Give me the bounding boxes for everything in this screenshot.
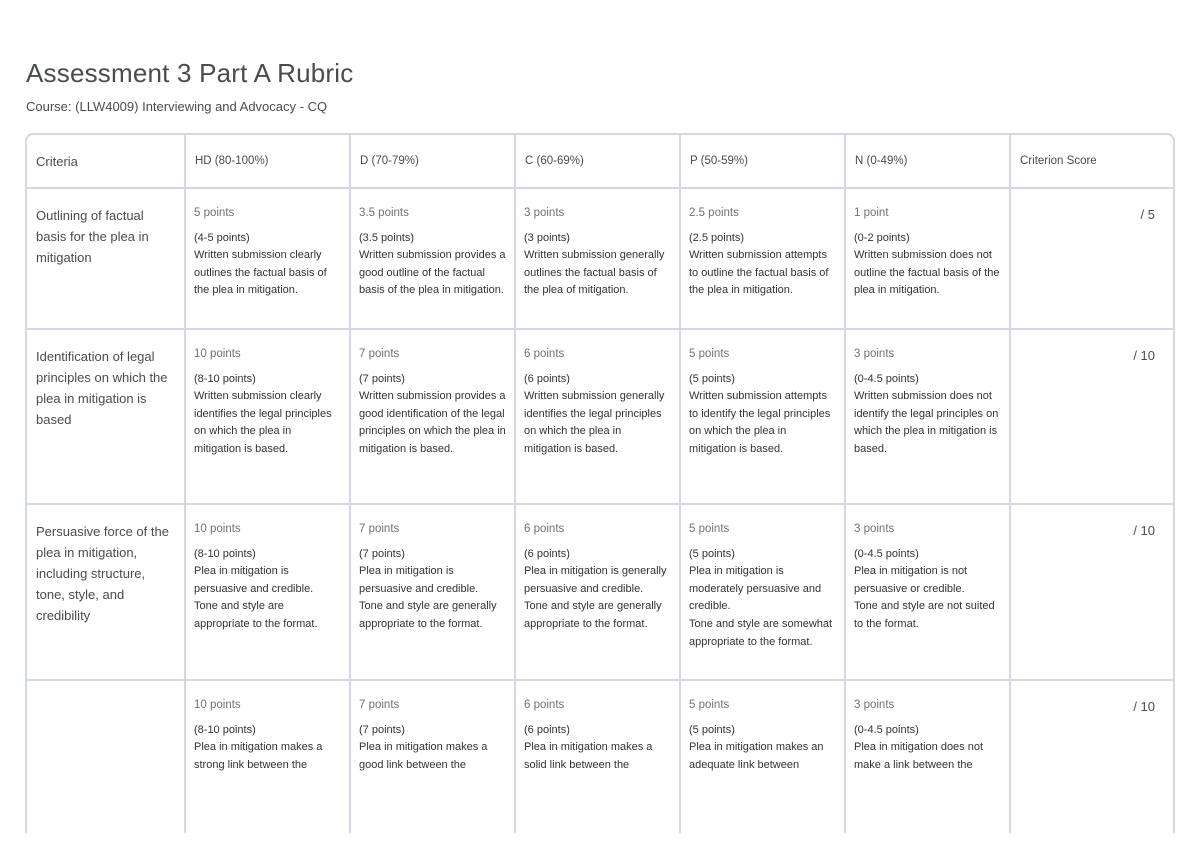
criterion-name [27, 681, 184, 697]
level-points: 3.5 points [359, 207, 409, 219]
criterion-row [27, 504, 1173, 680]
criterion-cell [27, 504, 185, 680]
level-cell-c[interactable] [515, 188, 680, 329]
level-description: (0-2 points) Written submission does not outline the factual basis of the plea in mitigation. [854, 231, 1000, 297]
level-points: 7 points [359, 523, 400, 535]
criterion-score: / 10 [1133, 699, 1155, 714]
level-cell-d[interactable] [350, 188, 515, 329]
header-hd: HD (80-100%) [185, 135, 350, 188]
level-description: (5 points) Written submission attempts to identify the legal principles on which the plea in mitigation is based. [689, 372, 831, 455]
level-points: 6 points [524, 699, 565, 711]
level-cell-c[interactable] [515, 680, 680, 833]
level-description: (0-4.5 points) Plea in mitigation does not make a link between the [854, 723, 984, 771]
level-cell-n[interactable] [845, 329, 1010, 504]
criterion-score: / 5 [1140, 207, 1155, 222]
criterion-row [27, 329, 1173, 504]
header-criteria: Criteria [27, 135, 185, 188]
course-label: Course: (LLW4009) Interviewing and Advocacy - CQ [26, 99, 328, 114]
level-cell-d[interactable] [350, 680, 515, 833]
level-description: (5 points) Plea in mitigation makes an adequate link between [689, 723, 824, 771]
level-points: 6 points [524, 523, 565, 535]
level-cell-n[interactable] [845, 188, 1010, 329]
level-points: 10 points [194, 348, 241, 360]
criterion-score-cell [1010, 504, 1173, 680]
level-cell-d[interactable] [350, 329, 515, 504]
header-criterion-score: Criterion Score [1010, 135, 1173, 188]
criterion-score-cell [1010, 188, 1173, 329]
header-n: N (0-49%) [845, 135, 1010, 188]
level-points: 3 points [854, 523, 895, 535]
level-description: (6 points) Written submission generally identifies the legal principles on which the plea in mitigation is based. [524, 372, 665, 455]
level-description: (4-5 points) Written submission clearly outlines the factual basis of the plea in mitigation. [194, 231, 327, 297]
criterion-score: / 10 [1133, 348, 1155, 363]
level-cell-hd[interactable] [185, 188, 350, 329]
level-points: 3 points [854, 699, 895, 711]
level-cell-p[interactable] [680, 329, 845, 504]
criterion-cell [27, 329, 185, 504]
level-description: (3 points) Written submission generally outlines the factual basis of the plea of mitigation. [524, 231, 665, 297]
criterion-row [27, 680, 1173, 833]
page-title: Assessment 3 Part A Rubric [26, 58, 354, 88]
level-points: 3 points [854, 348, 895, 360]
level-description: (7 points) Plea in mitigation makes a good link between the [359, 723, 488, 771]
level-points: 2.5 points [689, 207, 739, 219]
level-points: 5 points [689, 699, 730, 711]
level-cell-d[interactable] [350, 504, 515, 680]
criterion-score: / 10 [1133, 523, 1155, 538]
header-d: D (70-79%) [350, 135, 515, 188]
header-c: C (60-69%) [515, 135, 680, 188]
level-description: (7 points) Plea in mitigation is persuasive and credible. Tone and style are generally appropriate to the format. [359, 547, 497, 630]
level-cell-p[interactable] [680, 504, 845, 680]
level-description: (2.5 points) Written submission attempts to outline the factual basis of the plea in mitigation. [689, 231, 829, 297]
criterion-name: Outlining of factual basis for the plea in mitigation [36, 208, 149, 265]
level-points: 3 points [524, 207, 565, 219]
level-description: (8-10 points) Plea in mitigation makes a strong link between the [194, 723, 323, 771]
level-description: (6 points) Plea in mitigation is generally persuasive and credible. Tone and style are generally appropriate to the format. [524, 547, 667, 630]
level-description: (3.5 points) Written submission provides a good outline of the factual basis of the plea in mitigation. [359, 231, 506, 297]
rubric-container [25, 133, 1175, 833]
level-cell-hd[interactable] [185, 504, 350, 680]
criterion-row [27, 188, 1173, 329]
level-description: (8-10 points) Plea in mitigation is persuasive and credible. Tone and style are appropriate to the format. [194, 547, 318, 630]
level-description: (0-4.5 points) Written submission does not identify the legal principles on which the plea in mitigation is based. [854, 372, 999, 455]
criterion-score-cell [1010, 329, 1173, 504]
level-cell-c[interactable] [515, 329, 680, 504]
level-cell-c[interactable] [515, 504, 680, 680]
level-points: 1 point [854, 207, 889, 219]
level-points: 5 points [194, 207, 235, 219]
level-points: 6 points [524, 348, 565, 360]
level-description: (0-4.5 points) Plea in mitigation is not persuasive or credible. Tone and style are not suited to the format. [854, 547, 995, 630]
criterion-name: Persuasive force of the plea in mitigation, including structure, tone, style, and credibility [36, 524, 169, 623]
criterion-cell [27, 680, 185, 833]
level-points: 7 points [359, 348, 400, 360]
level-description: (5 points) Plea in mitigation is moderately persuasive and credible. Tone and style are somewhat appropriate to the format. [689, 547, 833, 648]
level-points: 10 points [194, 523, 241, 535]
level-description: (6 points) Plea in mitigation makes a solid link between the [524, 723, 653, 771]
level-points: 10 points [194, 699, 241, 711]
header-p: P (50-59%) [680, 135, 845, 188]
level-description: (7 points) Written submission provides a good identification of the legal principles on which the plea in mitigation is based. [359, 372, 506, 455]
header-row [27, 135, 1173, 188]
level-cell-p[interactable] [680, 680, 845, 833]
level-cell-hd[interactable] [185, 329, 350, 504]
level-cell-n[interactable] [845, 680, 1010, 833]
level-points: 7 points [359, 699, 400, 711]
level-cell-n[interactable] [845, 504, 1010, 680]
criterion-score-cell [1010, 680, 1173, 833]
rubric-table [27, 135, 1173, 833]
level-cell-p[interactable] [680, 188, 845, 329]
level-cell-hd[interactable] [185, 680, 350, 833]
criterion-name: Identification of legal principles on which the plea in mitigation is based [36, 349, 168, 427]
level-points: 5 points [689, 523, 730, 535]
level-points: 5 points [689, 348, 730, 360]
criterion-cell [27, 188, 185, 329]
level-description: (8-10 points) Written submission clearly identifies the legal principles on which the plea in mitigation is based. [194, 372, 332, 455]
